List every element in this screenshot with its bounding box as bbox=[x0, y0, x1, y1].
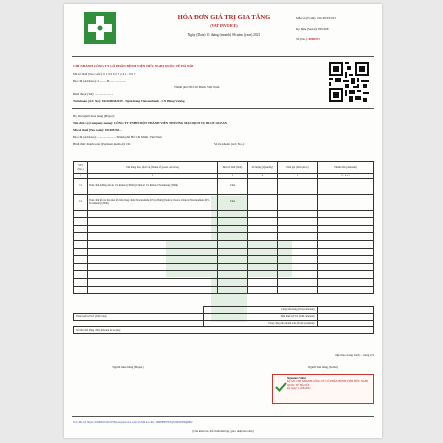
seller-bank: Tài khoản (A/C No): 0421000502439 - Ngân hàng Vietcombank - CN Hùng Vương bbox=[73, 99, 185, 103]
empty-cell bbox=[318, 218, 374, 226]
empty-cell bbox=[318, 286, 374, 294]
table-row bbox=[74, 278, 374, 286]
invoice-title: HÓA ĐƠN GIÁ TRỊ GIA TĂNG bbox=[177, 14, 271, 21]
seller-divider bbox=[72, 108, 374, 109]
empty-cell bbox=[278, 248, 318, 256]
row-price bbox=[278, 194, 318, 210]
empty-cell bbox=[248, 218, 278, 226]
blank-rows bbox=[74, 210, 374, 294]
empty-cell bbox=[278, 240, 318, 248]
empty-cell bbox=[318, 210, 374, 218]
empty-cell bbox=[88, 225, 218, 233]
table-row bbox=[74, 256, 374, 264]
invoice-number-label: Số (No.): bbox=[296, 37, 308, 41]
empty-cell bbox=[218, 225, 248, 233]
table-row bbox=[74, 210, 374, 218]
grand-total-label: Tổng cộng tiền thanh toán (Total payment): bbox=[204, 320, 318, 327]
seller-name: CHI NHÁNH CÔNG TY CỔ PHẦN BỆNH VIỆN HỮU NGHỊ QUỐC TẾ HÀ NỘI bbox=[73, 64, 194, 68]
empty-cell bbox=[74, 263, 88, 271]
page-continued: tiếp theo trang trước - trang 2/2 bbox=[335, 353, 374, 357]
row-qty bbox=[248, 194, 278, 210]
seller-address: Địa chỉ (Address): 2 ........ Đ....... ............. bbox=[73, 79, 126, 83]
buyer-payment: Hình thức thanh toán (Payment method): CK bbox=[73, 142, 131, 146]
col-price: Đơn giá (Unit price) bbox=[278, 162, 318, 174]
items-header-row bbox=[74, 162, 374, 174]
empty-cell bbox=[74, 210, 88, 218]
empty-cell bbox=[88, 286, 218, 294]
table-row bbox=[74, 263, 374, 271]
empty-cell bbox=[248, 286, 278, 294]
signed-by: Ký bởi: CHI NHÁNH CÔNG TY CỔ PHẦN BỆNH VIỆN HỮU NGHỊ QUỐC TẾ HÀ NỘI bbox=[287, 380, 368, 387]
empty-cell bbox=[218, 218, 248, 226]
row-price bbox=[278, 178, 318, 194]
empty-cell bbox=[88, 218, 218, 226]
empty-cell bbox=[318, 248, 374, 256]
empty-cell bbox=[218, 240, 248, 248]
empty-cell bbox=[318, 263, 374, 271]
table-row bbox=[74, 233, 374, 241]
invoice-page bbox=[64, 4, 382, 438]
vat-amount-label: Tiền thuế GTGT (VAT amount): bbox=[204, 313, 318, 320]
empty-cell bbox=[88, 256, 218, 264]
seller-signature-label: Người bán hàng (Seller) bbox=[307, 365, 339, 369]
items-table bbox=[73, 161, 374, 294]
index-cell: 3 bbox=[218, 174, 248, 179]
empty-cell bbox=[278, 263, 318, 271]
empty-cell bbox=[218, 248, 248, 256]
empty-cell bbox=[88, 278, 218, 286]
invoice-subtitle: (VAT INVOICE) bbox=[210, 24, 238, 28]
empty-cell bbox=[278, 286, 318, 294]
table-row bbox=[74, 194, 374, 210]
empty-cell bbox=[88, 263, 218, 271]
col-unit: Đơn vị tính (Unit) bbox=[218, 162, 248, 174]
empty-cell bbox=[248, 263, 278, 271]
empty-cell bbox=[278, 225, 318, 233]
header-divider bbox=[72, 56, 374, 57]
empty-cell bbox=[218, 271, 248, 279]
index-cell: 2 bbox=[88, 174, 218, 179]
empty-cell bbox=[278, 271, 318, 279]
empty-cell bbox=[318, 278, 374, 286]
hospital-cross-logo bbox=[84, 12, 116, 44]
index-cell: 1 bbox=[74, 174, 88, 179]
buyer-account: Số tài khoản (A/C No.): bbox=[214, 142, 245, 146]
footer-divider bbox=[72, 416, 374, 417]
table-row bbox=[74, 240, 374, 248]
empty-cell bbox=[88, 248, 218, 256]
empty-cell bbox=[318, 256, 374, 264]
buyer-person: Họ tên người mua hàng (Buyer): bbox=[73, 114, 115, 118]
row-item-name: Tinh chất hỗ trợ thu nhỏ lỗ chân lông chứa Niacinamide 20% (20ml) (Paula's Choice Clinical Niacinamide 20% Treatment) (20ml) bbox=[88, 194, 218, 210]
vat-rate-label: Thuế suất GTGT (VAT rate): bbox=[74, 313, 204, 320]
grand-total-value bbox=[318, 320, 374, 327]
empty-cell bbox=[88, 233, 218, 241]
col-qty: Số lượng (Quantity) bbox=[248, 162, 278, 174]
table-row bbox=[74, 286, 374, 294]
empty-cell bbox=[74, 240, 88, 248]
empty-cell bbox=[278, 218, 318, 226]
empty-cell bbox=[278, 256, 318, 264]
index-cell: 6 = 4 x 5 bbox=[318, 174, 374, 179]
row-no: 11 bbox=[74, 178, 88, 194]
empty-cell bbox=[74, 286, 88, 294]
empty-cell bbox=[74, 218, 88, 226]
row-no: 12 bbox=[74, 194, 88, 210]
empty-cell bbox=[74, 271, 88, 279]
empty-cell bbox=[88, 210, 218, 218]
table-row bbox=[74, 178, 374, 194]
form-number: Mẫu số (Form): 01GTKT0/001 bbox=[296, 16, 336, 20]
footer-note: (Cần kiểm tra, đối chiếu khi lập, giao, nhận hóa đơn) bbox=[192, 429, 254, 433]
table-row bbox=[74, 225, 374, 233]
digital-signature-stamp bbox=[272, 374, 374, 404]
serial-number: Ký hiệu (Serial): HN/20E bbox=[296, 27, 329, 31]
empty-cell bbox=[278, 278, 318, 286]
totals-table bbox=[73, 306, 374, 334]
invoice-date: Ngày (Date) 11 tháng (month) 06 năm (year) 2021 bbox=[187, 33, 261, 37]
vat-amount-value bbox=[318, 313, 374, 320]
buyer-tax-code: Mã số thuế (Tax code): 031685765... bbox=[73, 128, 122, 132]
empty-cell bbox=[318, 240, 374, 248]
empty-cell bbox=[248, 278, 278, 286]
empty-cell bbox=[88, 240, 218, 248]
buyer-company: Tên đơn vị (Company name): CÔNG TY TNHH MỘT THÀNH VIÊN THƯƠNG MẠI DỊCH VỤ BLUE OCEAN bbox=[73, 121, 227, 125]
grand-total-row bbox=[74, 320, 374, 327]
row-unit: Chai bbox=[218, 178, 248, 194]
subtotal-value bbox=[318, 307, 374, 314]
row-amount bbox=[318, 178, 374, 194]
buyer-address: Địa chỉ (Address): ....................... Thành phố Hồ Chí Minh, Việt Nam bbox=[73, 135, 162, 139]
empty-cell bbox=[74, 256, 88, 264]
index-cell: 5 bbox=[278, 174, 318, 179]
empty-cell bbox=[74, 233, 88, 241]
empty-cell bbox=[218, 263, 248, 271]
row-unit: Chai bbox=[218, 194, 248, 210]
empty-cell bbox=[318, 233, 374, 241]
col-name: Tên hàng hóa, dịch vụ (Name of goods, services) bbox=[88, 162, 218, 174]
qr-code bbox=[329, 62, 369, 102]
amount-in-words: Số tiền viết bằng chữ (Amount in words): bbox=[74, 327, 374, 334]
empty-cell bbox=[248, 225, 278, 233]
signature-valid-label: Signature Valid bbox=[287, 377, 306, 380]
checkmark-icon bbox=[275, 382, 287, 392]
empty-cell bbox=[88, 271, 218, 279]
signed-date: Ký ngày: 11/06/2021 bbox=[287, 387, 311, 391]
seller-city: Thành phố Hồ Chí Minh, Việt Nam bbox=[174, 85, 220, 89]
empty-cell bbox=[218, 256, 248, 264]
invoice-number bbox=[296, 37, 376, 41]
empty-cell bbox=[218, 278, 248, 286]
empty-cell bbox=[248, 233, 278, 241]
empty-cell bbox=[218, 210, 248, 218]
empty-cell bbox=[318, 271, 374, 279]
empty-cell bbox=[74, 248, 88, 256]
empty-cell bbox=[318, 225, 374, 233]
row-qty bbox=[248, 178, 278, 194]
lookup-info[interactable]: Tra cứu tại: https://0106027241007hd.easyinvoice.com.vn Mã tra cứu: 1H0NHĐ7E5QW600OHQ9862 bbox=[73, 420, 193, 424]
subtotal-row bbox=[74, 307, 374, 314]
row-amount bbox=[318, 194, 374, 210]
row-item-name: Tinh chất dưỡng ẩm da 1% Retinol (30ml) (Clinical 1% Retinol Treatment) (30ml) bbox=[88, 178, 218, 194]
empty-cell bbox=[248, 210, 278, 218]
seller-phone: Điện thoại (Tel): ....................... bbox=[73, 92, 114, 96]
empty-cell bbox=[248, 248, 278, 256]
empty-cell bbox=[218, 233, 248, 241]
col-amount: Thành tiền (Amount) bbox=[318, 162, 374, 174]
col-no: STT (No.) bbox=[74, 162, 88, 174]
table-row bbox=[74, 248, 374, 256]
empty-cell bbox=[278, 210, 318, 218]
empty-cell bbox=[74, 225, 88, 233]
empty-cell bbox=[278, 233, 318, 241]
empty-cell bbox=[74, 278, 88, 286]
empty-cell bbox=[248, 271, 278, 279]
seller-tax-code: Mã số thuế (Tax code): 0 1 0 6 0 2 7 2 4 1 - 0 0 7 bbox=[73, 72, 136, 76]
table-row bbox=[74, 218, 374, 226]
table-row bbox=[74, 271, 374, 279]
subtotal-label: Cộng tiền hàng (Total amount): bbox=[204, 307, 318, 314]
vat-row bbox=[74, 313, 374, 320]
empty-cell bbox=[248, 256, 278, 264]
in-words-row bbox=[74, 327, 374, 334]
index-cell: 4 bbox=[248, 174, 278, 179]
empty-cell bbox=[248, 240, 278, 248]
buyer-signature-label: Người mua hàng (Buyer) bbox=[112, 365, 144, 369]
invoice-number-value: 0000371 bbox=[308, 37, 320, 41]
empty-cell bbox=[218, 286, 248, 294]
